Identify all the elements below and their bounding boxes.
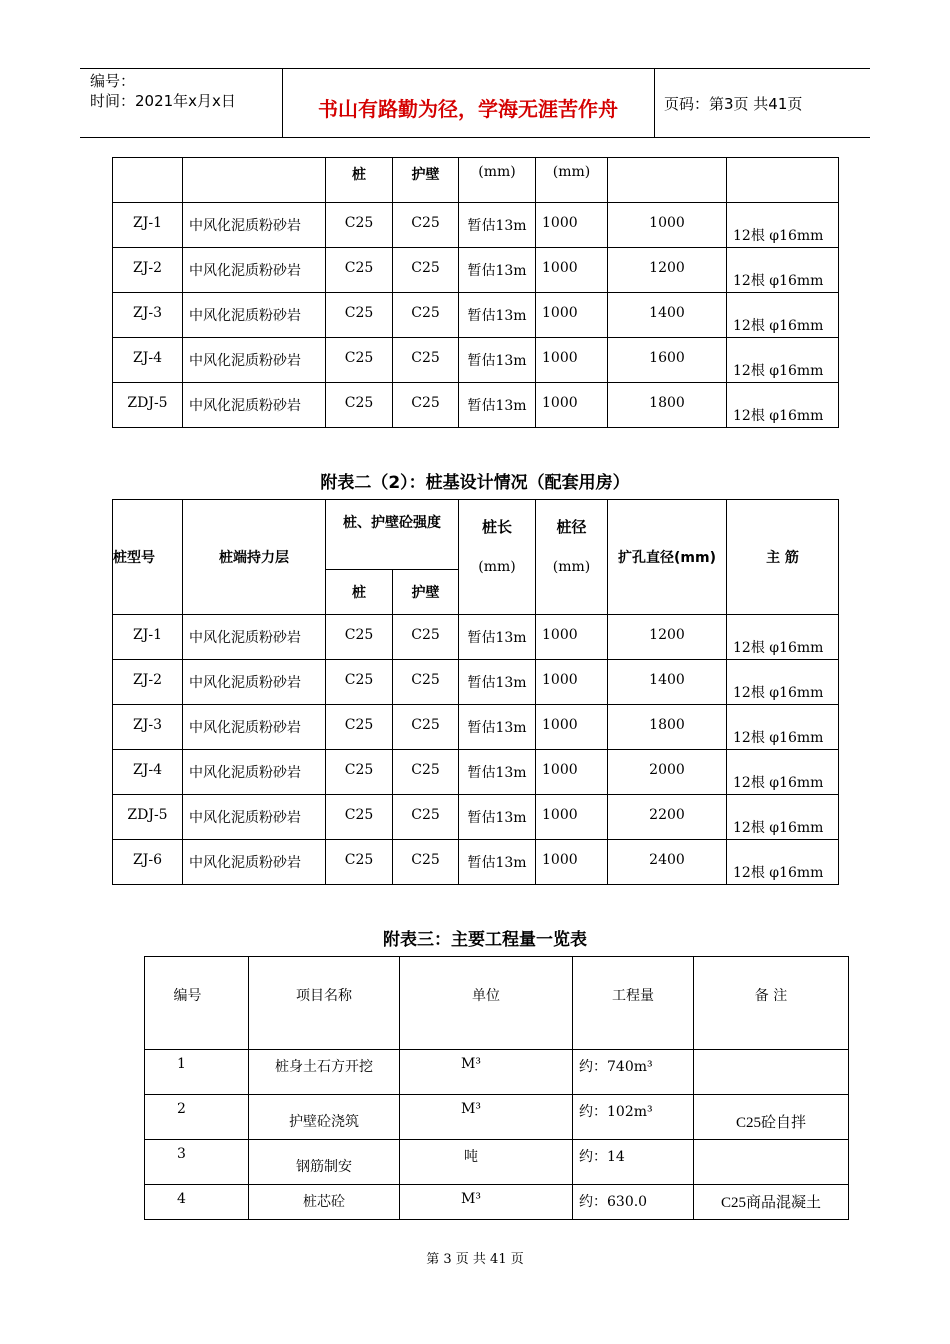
table-cell: 1000 bbox=[536, 338, 608, 383]
table-row bbox=[113, 338, 839, 383]
table2-header-diameter: 桩径 (mm) bbox=[536, 500, 608, 615]
table-cell: C25 bbox=[326, 705, 393, 750]
table-cell: 中风化泥质粉砂岩 bbox=[183, 750, 326, 795]
table1-header-pile: 桩 bbox=[326, 158, 393, 203]
table-cell: ZJ-4 bbox=[113, 338, 183, 383]
table-row bbox=[145, 1095, 849, 1140]
table-cell: 1000 bbox=[536, 840, 608, 885]
table-cell: 暂估13m bbox=[459, 383, 536, 428]
table-cell: C25 bbox=[326, 293, 393, 338]
table-cell: 12根 φ16mm bbox=[727, 615, 839, 660]
table-cell: 12根 φ16mm bbox=[727, 795, 839, 840]
table-cell: 暂估13m bbox=[459, 840, 536, 885]
table2-header-bearing: 桩端持力层 bbox=[183, 500, 326, 615]
table1-header-diameter-unit: (mm) bbox=[536, 158, 608, 203]
table-cell: 中风化泥质粉砂岩 bbox=[183, 705, 326, 750]
header-meta bbox=[90, 71, 236, 111]
table-cell: 暂估13m bbox=[459, 795, 536, 840]
table-row bbox=[113, 293, 839, 338]
table2-title: 附表二（2）：桩基设计情况（配套用房） bbox=[320, 473, 630, 493]
table-cell: 12根 φ16mm bbox=[727, 383, 839, 428]
table-cell: 1400 bbox=[608, 660, 727, 705]
table-cell: 1600 bbox=[608, 338, 727, 383]
table-cell: 桩芯砼 bbox=[249, 1185, 400, 1220]
table-cell: 暂估13m bbox=[459, 660, 536, 705]
page-header bbox=[80, 68, 870, 138]
table-row bbox=[113, 705, 839, 750]
header-page-info: 页码：第3页 共41页 bbox=[664, 95, 803, 113]
table-cell: C25 bbox=[393, 383, 459, 428]
table-cell bbox=[694, 1050, 849, 1095]
table-cell: 12根 φ16mm bbox=[727, 660, 839, 705]
table-cell: C25 bbox=[326, 795, 393, 840]
table-cell: 桩身土石方开挖 bbox=[249, 1050, 400, 1095]
table2-header-ream: 扩孔直径(mm) bbox=[608, 500, 727, 615]
table-cell: 1400 bbox=[608, 293, 727, 338]
table1-header-row bbox=[113, 158, 839, 203]
table-cell: 钢筋制安 bbox=[249, 1140, 400, 1185]
table-cell: 1000 bbox=[536, 203, 608, 248]
table-cell: 暂估13m bbox=[459, 615, 536, 660]
table2-header-rebar: 主 筋 bbox=[727, 500, 839, 615]
table-cell: 1000 bbox=[536, 750, 608, 795]
table-cell: C25 bbox=[326, 338, 393, 383]
table-cell: 3 bbox=[145, 1140, 249, 1185]
table-cell: 12根 φ16mm bbox=[727, 705, 839, 750]
table-cell: 中风化泥质粉砂岩 bbox=[183, 338, 326, 383]
table-cell: 1000 bbox=[536, 705, 608, 750]
table-cell: 中风化泥质粉砂岩 bbox=[183, 660, 326, 705]
table-cell: 1000 bbox=[536, 248, 608, 293]
table-row bbox=[113, 840, 839, 885]
table-cell: 1000 bbox=[536, 293, 608, 338]
table-cell: 暂估13m bbox=[459, 750, 536, 795]
table-cell: C25 bbox=[393, 615, 459, 660]
table-cell: ZDJ-5 bbox=[113, 795, 183, 840]
table-row bbox=[145, 1185, 849, 1220]
table-cell: 约：630.0 bbox=[573, 1185, 694, 1220]
table-cell: ZJ-4 bbox=[113, 750, 183, 795]
table-cell: C25商品混凝土 bbox=[694, 1185, 849, 1220]
table-cell: C25 bbox=[326, 383, 393, 428]
table-cell: 2 bbox=[145, 1095, 249, 1140]
table-row bbox=[145, 1140, 849, 1185]
table-cell: 暂估13m bbox=[459, 338, 536, 383]
header-motto: 书山有路勤为径，学海无涯苦作舟 bbox=[318, 97, 618, 121]
table-cell: 1000 bbox=[536, 660, 608, 705]
table-cell: 1000 bbox=[536, 383, 608, 428]
table1-header-wall: 护壁 bbox=[393, 158, 459, 203]
table-cell: 12根 φ16mm bbox=[727, 840, 839, 885]
table-cell: 1800 bbox=[608, 383, 727, 428]
page-footer: 第 3 页 共 41 页 bbox=[426, 1252, 524, 1267]
table-cell: 1 bbox=[145, 1050, 249, 1095]
table-cell: 12根 φ16mm bbox=[727, 248, 839, 293]
table-cell: 中风化泥质粉砂岩 bbox=[183, 248, 326, 293]
table-cell: ZJ-1 bbox=[113, 615, 183, 660]
table-cell: C25 bbox=[393, 840, 459, 885]
table-cell: 中风化泥质粉砂岩 bbox=[183, 383, 326, 428]
table-cell: 吨 bbox=[400, 1140, 573, 1185]
table3-header-note: 备 注 bbox=[694, 957, 849, 1050]
table-row bbox=[113, 248, 839, 293]
table-cell: C25砼自拌 bbox=[694, 1095, 849, 1140]
table-cell: C25 bbox=[326, 660, 393, 705]
table-cell: C25 bbox=[393, 750, 459, 795]
table-cell: ZDJ-5 bbox=[113, 383, 183, 428]
table-cell: ZJ-1 bbox=[113, 203, 183, 248]
table-cell: 12根 φ16mm bbox=[727, 750, 839, 795]
table-cell: 2000 bbox=[608, 750, 727, 795]
table3-header-no: 编号 bbox=[145, 957, 249, 1050]
table-cell: 约：14 bbox=[573, 1140, 694, 1185]
table-cell: 4 bbox=[145, 1185, 249, 1220]
header-number: 编号： bbox=[90, 72, 136, 90]
table-cell: 1200 bbox=[608, 615, 727, 660]
table-cell: C25 bbox=[393, 203, 459, 248]
table-cell bbox=[694, 1140, 849, 1185]
table-cell: 2400 bbox=[608, 840, 727, 885]
table-row bbox=[113, 615, 839, 660]
table-cell: C25 bbox=[393, 795, 459, 840]
table-cell: 1800 bbox=[608, 705, 727, 750]
table-cell: 暂估13m bbox=[459, 293, 536, 338]
table-cell: C25 bbox=[326, 248, 393, 293]
table-cell: C25 bbox=[326, 203, 393, 248]
table-cell: 中风化泥质粉砂岩 bbox=[183, 293, 326, 338]
table3-header-name: 项目名称 bbox=[249, 957, 400, 1050]
table-cell: 中风化泥质粉砂岩 bbox=[183, 203, 326, 248]
table-cell: 1000 bbox=[608, 203, 727, 248]
table3-header-unit: 单位 bbox=[400, 957, 573, 1050]
table-cell: 1000 bbox=[536, 795, 608, 840]
table-cell: 12根 φ16mm bbox=[727, 293, 839, 338]
table-cell: 暂估13m bbox=[459, 705, 536, 750]
table-cell: C25 bbox=[393, 660, 459, 705]
table-row bbox=[113, 203, 839, 248]
table-cell: C25 bbox=[393, 248, 459, 293]
table-cell: ZJ-3 bbox=[113, 705, 183, 750]
table2-header-row bbox=[113, 500, 839, 570]
table3-title: 附表三：主要工程量一览表 bbox=[383, 930, 587, 950]
table-row bbox=[113, 795, 839, 840]
pile-table-2 bbox=[112, 499, 839, 885]
table-cell: 约：102m³ bbox=[573, 1095, 694, 1140]
table-cell: 暂估13m bbox=[459, 248, 536, 293]
table2-header-wall: 护壁 bbox=[393, 570, 459, 615]
table-cell: C25 bbox=[326, 750, 393, 795]
table-cell: ZJ-6 bbox=[113, 840, 183, 885]
table-cell: 12根 φ16mm bbox=[727, 338, 839, 383]
table-cell: C25 bbox=[393, 338, 459, 383]
table-cell: 护壁砼浇筑 bbox=[249, 1095, 400, 1140]
table2-header-length: 桩长 (mm) bbox=[459, 500, 536, 615]
table-cell: ZJ-2 bbox=[113, 660, 183, 705]
table-row bbox=[145, 1050, 849, 1095]
table-row bbox=[113, 750, 839, 795]
table-cell: C25 bbox=[326, 840, 393, 885]
table-cell: M³ bbox=[400, 1095, 573, 1140]
table-cell: M³ bbox=[400, 1185, 573, 1220]
table-cell: C25 bbox=[393, 705, 459, 750]
table2-header-strength: 桩、护壁砼强度 bbox=[326, 500, 459, 570]
table-cell: 中风化泥质粉砂岩 bbox=[183, 795, 326, 840]
table-cell: C25 bbox=[393, 293, 459, 338]
table-row bbox=[113, 383, 839, 428]
table-cell: 暂估13m bbox=[459, 203, 536, 248]
table3-header-qty: 工程量 bbox=[573, 957, 694, 1050]
header-time: 时间：2021年x月x日 bbox=[90, 92, 236, 110]
table2-header-pile-type: 桩型号 bbox=[113, 500, 183, 615]
table-cell: 中风化泥质粉砂岩 bbox=[183, 615, 326, 660]
quantity-table bbox=[144, 956, 849, 1220]
table-cell: 1000 bbox=[536, 615, 608, 660]
table-cell: 约：740m³ bbox=[573, 1050, 694, 1095]
table3-header-row bbox=[145, 957, 849, 1050]
table-cell: C25 bbox=[326, 615, 393, 660]
table-cell: 1200 bbox=[608, 248, 727, 293]
table-cell: 12根 φ16mm bbox=[727, 203, 839, 248]
table-cell: ZJ-2 bbox=[113, 248, 183, 293]
table-row bbox=[113, 660, 839, 705]
table-cell: 2200 bbox=[608, 795, 727, 840]
table-cell: 中风化泥质粉砂岩 bbox=[183, 840, 326, 885]
table-cell: ZJ-3 bbox=[113, 293, 183, 338]
pile-table-1 bbox=[112, 157, 839, 428]
table1-header-length-unit: (mm) bbox=[459, 158, 536, 203]
table-cell: M³ bbox=[400, 1050, 573, 1095]
table2-header-pile: 桩 bbox=[326, 570, 393, 615]
